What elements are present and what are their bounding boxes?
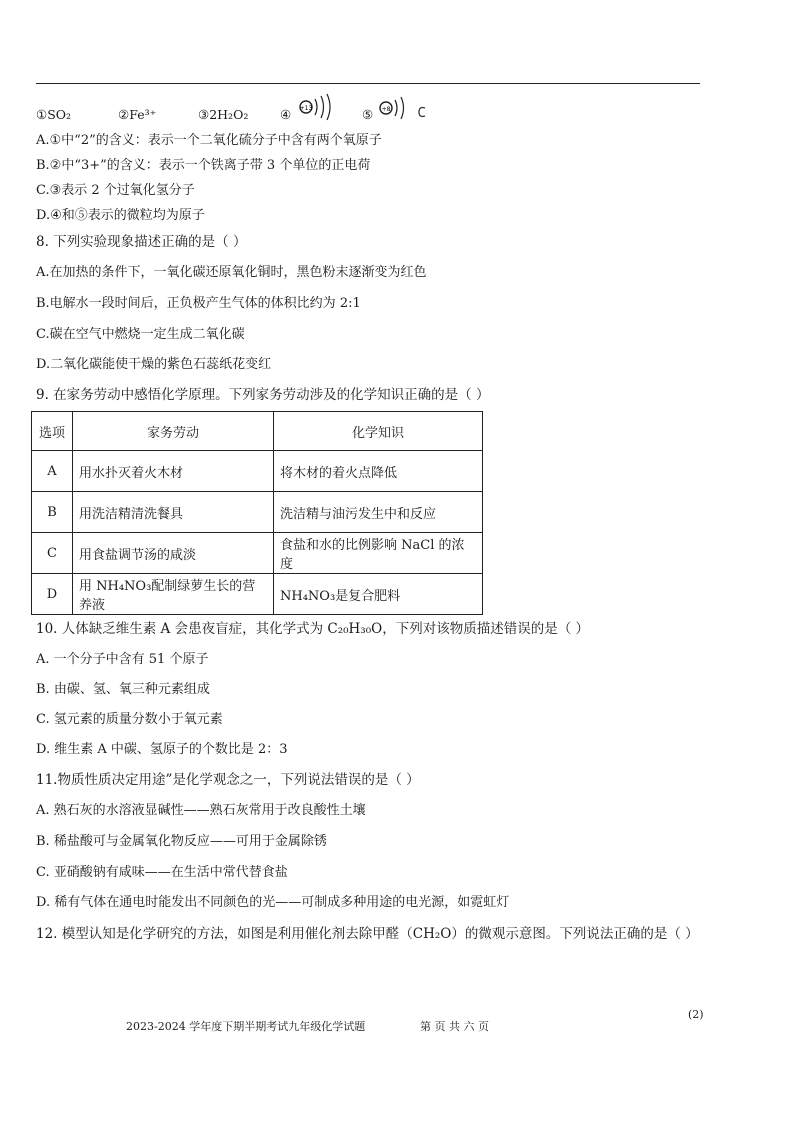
q11-option-a: A. 熟石灰的水溶液显碱性——熟石灰常用于改良酸性土壤 [36,803,366,818]
q7-symbol-row [36,105,516,129]
symbol-fe-ion: ②Fe³⁺ [118,107,157,122]
q11-stem: 11.物质性质决定用途”是化学观念之一，下列说法错误的是（ ） [36,772,420,788]
symbol-atom-4-label: ④ [280,107,292,122]
table-cell-knowledge: 将木材的着火点降低 [274,451,483,492]
symbol-h2o2: ③2H₂O₂ [198,107,249,122]
table-cell-option: D [32,574,73,615]
atom-structure-diagram-5 [376,93,410,121]
table-cell-chore: 用 NH₄NO₃配制绿萝生长的营养液 [73,574,274,615]
footer-exam-title: 2023-2024 学年度下期半期考试九年级化学试题 [126,1020,366,1033]
q11-option-b: B. 稀盐酸可与金属氧化物反应——可用于金属除锈 [36,834,327,849]
q10-option-d: D. 维生素 A 中碳、氢原子的个数比是 2：3 [36,742,288,757]
q8-option-d: D.二氧化碳能使干燥的紫色石蕊纸花变红 [36,357,272,372]
table-cell-knowledge: 洗洁精与油污发生中和反应 [274,492,483,533]
q10-option-c: C. 氢元素的质量分数小于氧元素 [36,712,223,727]
q8-option-c: C.碳在空气中燃烧一定生成二氧化碳 [36,327,245,342]
table-cell-option: C [32,533,73,574]
table-header-chore: 家务劳动 [73,412,274,451]
table-cell-option: A [32,451,73,492]
table-cell-chore: 用洗洁精清洗餐具 [73,492,274,533]
table-header-row [32,412,483,451]
svg-text:+13: +13 [299,105,313,112]
q11-option-d: D. 稀有气体在通电时能发出不同颜色的光——可制成多种用途的电光源，如霓虹灯 [36,895,510,910]
header-rule [36,83,700,84]
table-cell-knowledge: 食盐和水的比例影响 NaCl 的浓度 [274,533,483,574]
q9-table [31,411,483,615]
q10-option-b: B. 由碳、氢、氧三种元素组成 [36,682,210,697]
table-row [32,533,483,574]
table-cell-option: B [32,492,73,533]
table-cell-knowledge: NH₄NO₃是复合肥料 [274,574,483,615]
q8-stem: 8. 下列实验现象描述正确的是（ ） [36,234,247,250]
table-header-option: 选项 [32,412,73,451]
q11-option-c: C. 亚硝酸钠有咸味——在生活中常代替食盐 [36,865,288,880]
footer-page-mark: (2) [688,1008,704,1021]
table-row [32,492,483,533]
footer-page-count: 第 页 共 六 页 [420,1020,489,1033]
q7-option-a: A.①中“2”的含义：表示一个二氧化硫分子中含有两个氧原子 [36,133,382,148]
stray-mark-icon [416,105,428,119]
svg-text:+8: +8 [381,106,391,113]
table-row [32,574,483,615]
q8-option-a: A.在加热的条件下，一氧化碳还原氧化铜时，黑色粉末逐渐变为红色 [36,265,427,280]
q12-stem: 12. 模型认知是化学研究的方法，如图是利用催化剂去除甲醛（CH₂O）的微观示意图。下列说法正确的是（ ） [36,926,699,942]
q8-option-b: B.电解水一段时间后，正负极产生气体的体积比约为 2:1 [36,296,361,311]
q9-stem: 9. 在家务劳动中感悟化学原理。下列家务劳动涉及的化学知识正确的是（ ） [36,387,490,403]
table-cell-chore: 用水扑灭着火木材 [73,451,274,492]
q10-option-a: A. 一个分子中含有 51 个原子 [36,652,209,667]
symbol-so2: ①SO₂ [36,107,72,122]
q10-stem: 10. 人体缺乏维生素 A 会患夜盲症，其化学式为 C₂₀H₃₀O，下列对该物质描述错误的是（ ） [36,621,589,637]
q7-option-c: C.③表示 2 个过氧化氢分子 [36,183,195,198]
table-row [32,451,483,492]
q7-option-d: D.④和⑤表示的微粒均为原子 [36,208,205,223]
table-cell-chore: 用食盐调节汤的咸淡 [73,533,274,574]
q7-option-b: B.②中“3+”的含义：表示一个铁离子带 3 个单位的正电荷 [36,158,371,173]
symbol-atom-5-label: ⑤ [362,107,374,122]
table-header-knowledge: 化学知识 [274,412,483,451]
atom-structure-diagram-4 [296,91,334,121]
